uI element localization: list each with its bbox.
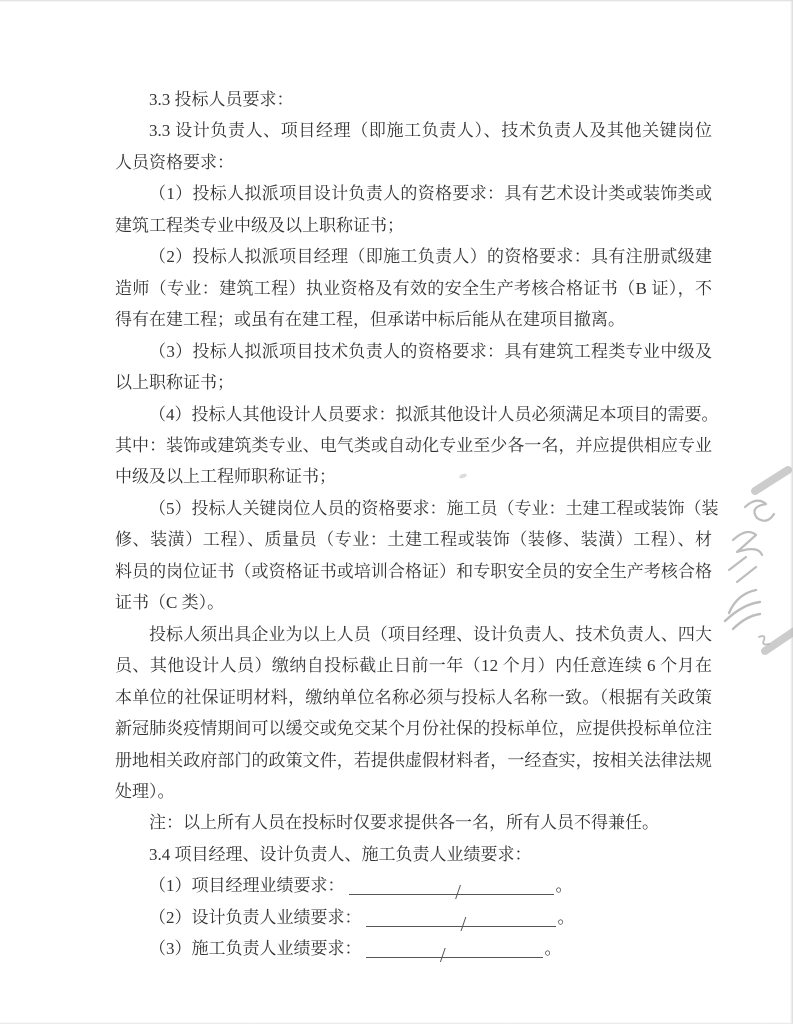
text-line: 证书（C 类）。 (115, 593, 225, 613)
text-line: （4）投标人其他设计人员要求：拟派其他设计人员必须满足本项目的需要。 (149, 404, 719, 424)
document-body (115, 84, 719, 968)
text-line: 建筑工程类专业中级及以上职称证书； (115, 215, 404, 235)
text-line: 册地相关政府部门的政策文件，若提供虚假材料者，一经查实，按相关法律法规 (115, 750, 712, 770)
fill-in-blank-line (349, 878, 554, 905)
fill-in-blank-line (366, 910, 556, 936)
fill-in-blank-line (366, 941, 543, 968)
blank-field-label: （3）施工负责人业绩要求： (149, 939, 362, 959)
text-line: 新冠肺炎疫情期间可以缓交或免交某个月份社保的投标单位，应提供投标单位注 (115, 719, 712, 739)
text-line: 料员的岗位证书（或资格证书或培训合格证）和专职安全员的安全生产考核合格 (115, 561, 712, 581)
text-line: 处理）。 (115, 781, 175, 801)
text-line: 造师（专业：建筑工程）执业资格及有效的安全生产考核合格证书（B 证），不 (115, 278, 712, 298)
slash-mark: / (460, 911, 467, 936)
blank-field-row (115, 870, 712, 905)
blank-field-label: （2）设计负责人业绩要求： (149, 907, 362, 927)
text-line: 3.4 项目经理、设计负责人、施工负责人业绩要求： (149, 844, 532, 864)
scan-edge-top (0, 0, 793, 2)
slash-mark: / (455, 880, 461, 905)
text-line: 修、装潢）工程）、质量员（专业：土建工程或装饰（装修、装潢）工程）、材 (115, 530, 712, 550)
period-mark: 。 (557, 907, 575, 927)
text-line: （3）投标人拟派项目技术负责人的资格要求：具有建筑工程类专业中级及 (149, 341, 712, 361)
text-line: 本单位的社保证明材料，缴纳单位名称必须与投标人名称一致。（根据有关政策 (115, 687, 712, 707)
text-line: 其中：装饰或建筑类专业、电气类或自动化专业至少各一名，并应提供相应专业 (115, 435, 712, 455)
text-line: 中级及以上工程师职称证书； (115, 467, 336, 487)
text-line: 投标人须出具企业为以上人员（项目经理、设计负责人、技术负责人、四大 (149, 624, 712, 644)
period-mark: 。 (544, 939, 562, 959)
handwritten-annotation (699, 443, 793, 658)
blank-field-row (115, 902, 712, 936)
text-line: （1）投标人拟派项目设计负责人的资格要求：具有艺术设计类或装饰类或 (149, 184, 712, 204)
text-line: 得有在建工程；或虽有在建工程，但承诺中标后能从在建项目撤离。 (115, 310, 625, 330)
text-line: 人员资格要求： (115, 152, 234, 172)
text-line: 注：以上所有人员在投标时仅要求提供各一名，所有人员不得兼任。 (149, 813, 659, 833)
blank-field-label: （1）项目经理业绩要求： (149, 876, 345, 896)
slash-mark: / (439, 943, 446, 968)
text-line: 3.3 投标人员要求： (149, 90, 294, 109)
period-mark: 。 (555, 876, 573, 896)
text-line: 3.3 设计负责人、项目经理（即施工负责人）、技术负责人及其他关键岗位 (149, 121, 712, 141)
text-line: （2）投标人拟派项目经理（即施工负责人）的资格要求：具有注册贰级建 (149, 247, 712, 267)
text-line: 员、其他设计人员）缴纳自投标截止日前一年（12 个月）内任意连续 6 个月在 (115, 656, 712, 676)
text-line: （5）投标人关键岗位人员的资格要求：施工员（专业：土建工程或装饰（装 (149, 498, 719, 518)
text-line: 以上职称证书； (115, 373, 234, 393)
blank-field-row (115, 933, 712, 968)
